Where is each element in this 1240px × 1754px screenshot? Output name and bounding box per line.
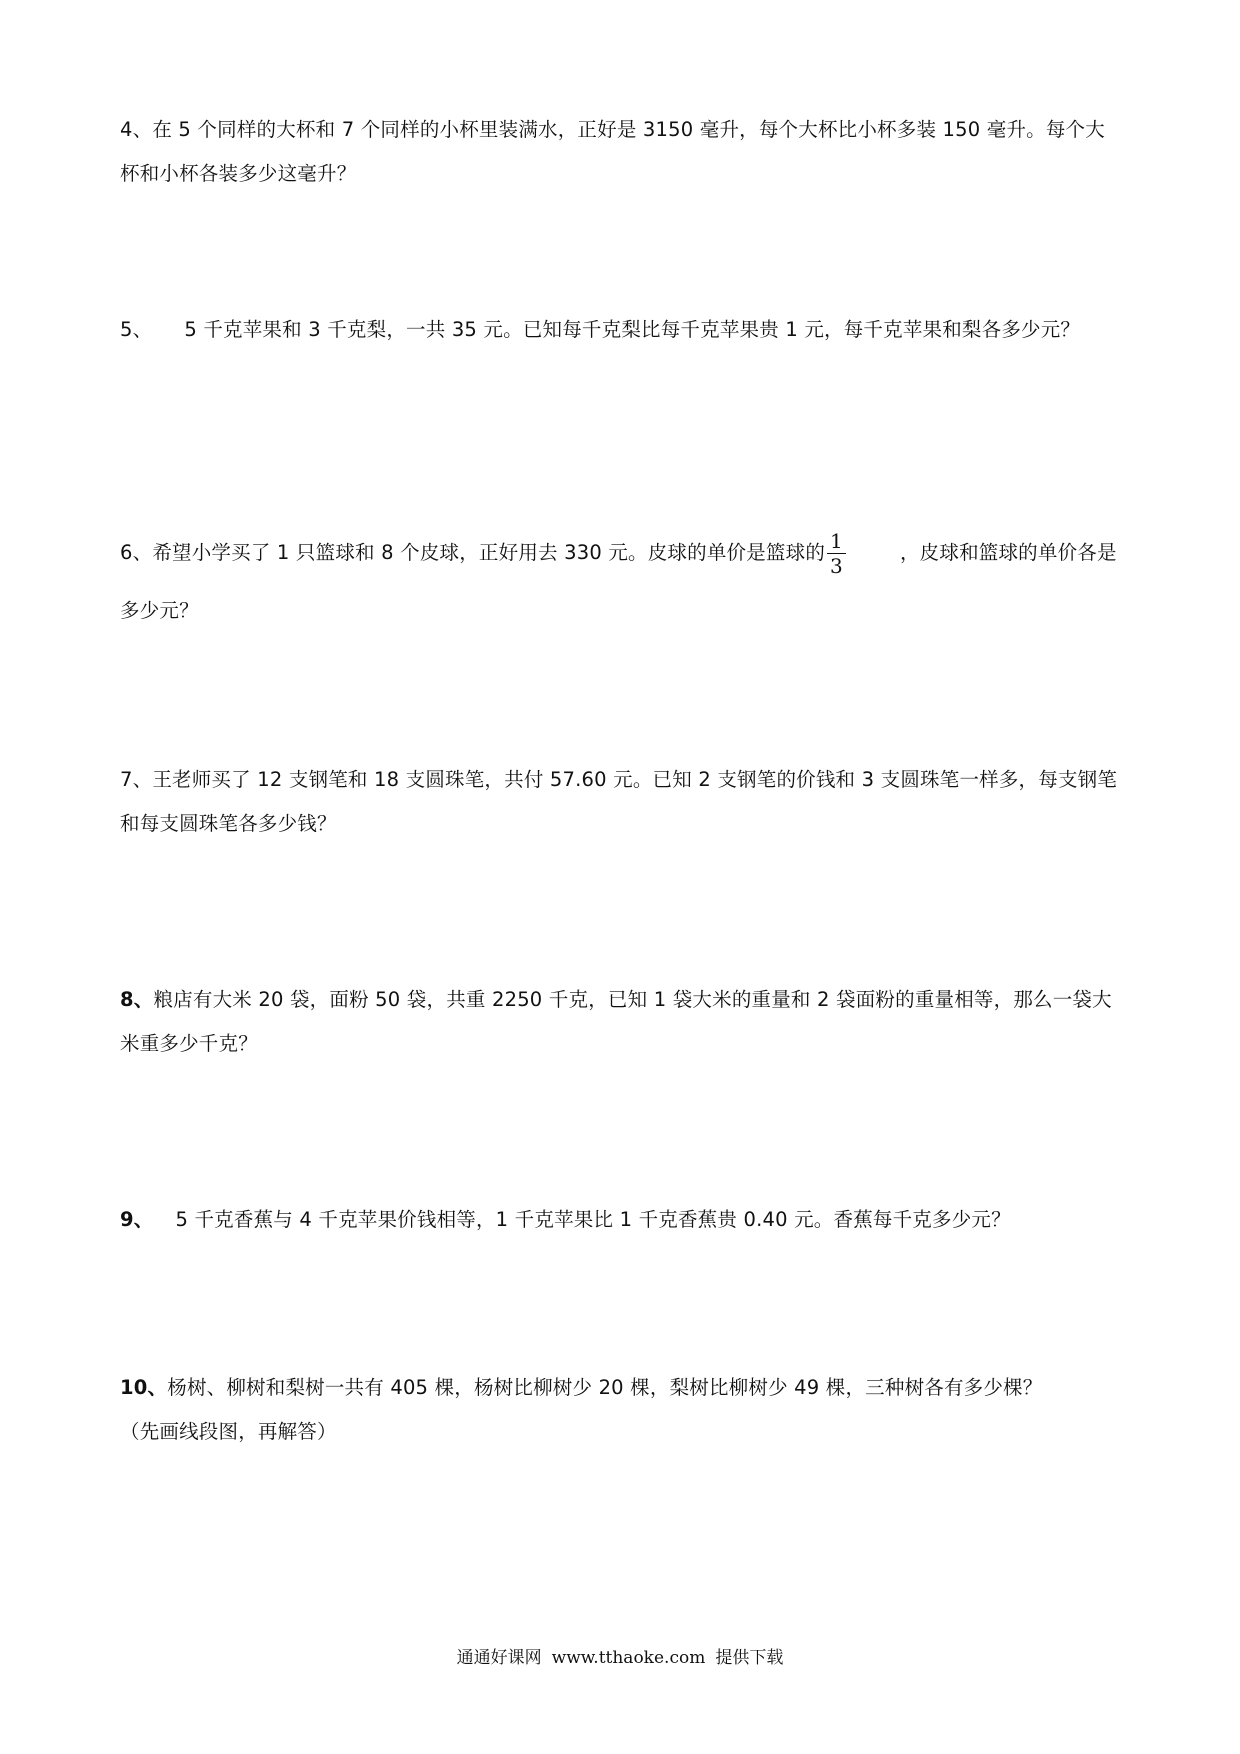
question-number: 9、	[120, 1208, 154, 1231]
question-text: 粮店有大米 20 袋，面粉 50 袋，共重 2250 千克，已知 1 袋大米的重量和 2 袋面粉的重量相等，那么一袋大米重多少千克？	[120, 988, 1112, 1055]
question-text: 5 千克香蕉与 4 千克苹果价钱相等，1 千克苹果比 1 千克香蕉贵 0.40 元。香蕉每千克多少元？	[175, 1208, 1011, 1231]
question-text: 王老师买了 12 支钢笔和 18 支圆珠笔，共付 57.60 元。已知 2 支钢笔的价钱和 3 支圆珠笔一样多，每支钢笔和每支圆珠笔各多少钱？	[120, 768, 1118, 835]
question-text-after: ，皮球和篮球的单价各是多少元？	[120, 541, 1117, 622]
question-number: 4、	[120, 118, 153, 141]
question-7	[120, 758, 1120, 846]
question-10	[120, 1366, 1120, 1454]
question-8	[120, 978, 1120, 1066]
page-footer	[0, 1643, 1240, 1668]
question-5	[120, 308, 1120, 352]
footer-site: 通通好课网	[456, 1648, 542, 1668]
fraction	[827, 529, 846, 578]
question-4	[120, 108, 1120, 196]
question-9	[120, 1198, 1120, 1242]
question-6	[120, 524, 1120, 640]
question-number: 8、	[120, 988, 154, 1011]
question-note: （先画线段图，再解答）	[120, 1420, 337, 1443]
question-text: 杨树、柳树和梨树一共有 405 棵，杨树比柳树少 20 棵，梨树比柳树少 49 棵，三种树各有多少棵？	[167, 1376, 1043, 1399]
question-number: 7、	[120, 768, 153, 791]
fraction-numerator: 1	[827, 529, 846, 554]
question-number: 10、	[120, 1376, 168, 1399]
question-number: 6、	[120, 541, 153, 564]
question-text: 在 5 个同样的大杯和 7 个同样的小杯里装满水，正好是 3150 毫升，每个大杯比小杯多装 150 毫升。每个大杯和小杯各装多少这毫升？	[120, 118, 1105, 185]
question-text: 5 千克苹果和 3 千克梨，一共 35 元。已知每千克梨比每千克苹果贵 1 元，每千克苹果和梨各多少元？	[184, 318, 1081, 341]
footer-suffix: 提供下载	[715, 1648, 784, 1668]
fraction-denominator: 3	[830, 554, 843, 578]
question-number: 5、	[120, 318, 153, 341]
footer-url: www.tthaoke.com	[551, 1648, 706, 1668]
question-text-before: 希望小学买了 1 只篮球和 8 个皮球，正好用去 330 元。皮球的单价是篮球的	[152, 541, 826, 564]
